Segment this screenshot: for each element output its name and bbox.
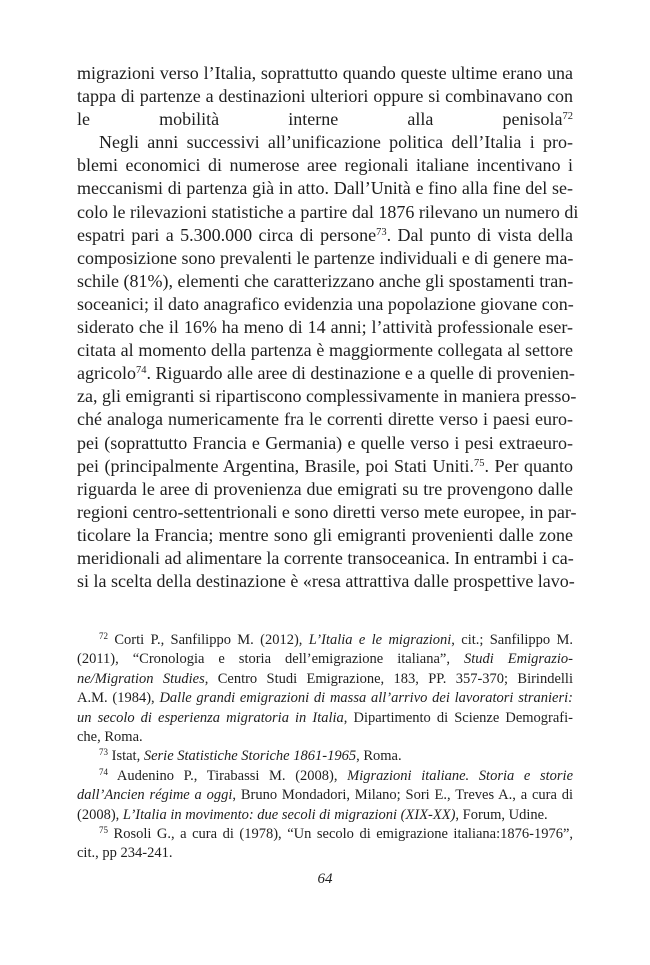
footnote-74-line [77,806,573,825]
body-text [77,62,579,593]
footnote-74-line [77,786,573,805]
text-line: colo le rilevazioni statistiche a partire dal 1876 rilevano un numero di [77,201,579,222]
text-line [77,362,573,385]
text-line: Negli anni successivi all’unificazione politica dell’Italia i pro- [99,132,573,153]
paragraph-2 [77,131,579,593]
text-line: si la scelta della destinazione è «resa attrattiva dalle prospettive lavo- [77,571,575,592]
text-line: za, gli emigranti si ripartiscono complessivamente in maniera presso- [77,386,577,407]
text-segment: . Dal punto di vista della [386,224,573,245]
page-number: 64 [317,871,333,887]
text-line: blemi economici di numerose aree regionali italiane incentivano i [77,155,573,176]
text-line [77,108,573,131]
footnote-number: 72 [99,631,108,641]
footnote-number: 75 [99,824,108,835]
footnote-title: L’Italia e le migrazioni [308,632,452,648]
text-line: tappa di partenze a destinazioni ulteriori oppure si combinavano con [77,86,573,107]
footnote-text: A.M. (1984), [77,690,160,707]
footnote-ref-75[interactable]: 75 [474,457,485,469]
text-line: regioni centro-settentrionali e sono diretti verso mete europee, in par- [77,501,577,522]
footnote-title: un secolo di esperienza migratoria in Italia [77,709,344,726]
footnote-title: Serie Statistiche Storiche 1861-1965 [143,748,357,765]
footnote-text: , Forum, Udine. [455,806,548,823]
footnote-75-line: cit., pp 234-241. [77,845,173,862]
text-line: migrazioni verso l’Italia, soprattutto quando queste ultime erano una [77,63,573,83]
text-segment: espatri pari a 5.300.000 circa di persone [77,224,377,245]
footnote-72-line [77,631,573,650]
text-segment: . Per quanto [484,455,573,476]
text-line [77,455,573,478]
footnote-title: L’Italia in movimento: due secoli di migrazioni (XIX-XX) [122,806,456,823]
text-line: ticolare la Francia; mentre sono gli emigranti provenienti dalle zone [77,524,573,545]
footnotes [77,631,573,864]
footnote-text: (2008), [77,806,123,823]
footnote-text: , Roma. [356,748,402,765]
footnote-ref-72[interactable]: 72 [562,111,573,123]
footnote-number: 73 [99,747,108,758]
footnote-title: Studi Emigrazio- [463,651,573,668]
footnote-72-line: che, Roma. [77,728,143,745]
text-line: pei (soprattutto Francia e Germania) e quelle verso i pesi extraeuro- [77,432,573,453]
footnote-72-line [77,670,573,689]
text-line: soceanici; il dato anagrafico evidenzia una popolazione giovane con- [77,293,574,314]
footnote-ref-74[interactable]: 74 [135,365,147,377]
text-line: schile (81%), elementi che caratterizzano anche gli spostamenti tran- [77,270,574,291]
text-segment: . Riguardo alle aree di destinazione e a quelle di provenien- [146,363,575,384]
footnote-text: Corti P., Sanfilippo M. (2012), [114,632,309,648]
text-segment: agricolo [77,363,136,384]
footnote-text: Audenino P., Tirabassi M. (2008), [116,767,348,784]
text-line: composizione sono prevalenti le partenze individuali e di genere ma- [77,247,574,268]
footnote-text: (2011), “Cronologia e storia dell’emigrazione italiana”, [77,651,464,668]
footnote-text: , Bruno Mondadori, Milano; Sori E., Treves A., a cura di [232,787,573,804]
footnote-72-line [77,689,573,708]
text-line [77,224,573,247]
footnote-title: Dalle grandi emigrazioni di massa all’arrivo dei lavoratori stranieri: [159,690,573,707]
footnote-title: ne/Migration Studies [77,670,205,687]
text-segment: pei (principalmente Argentina, Brasile, poi Stati Uniti. [77,455,475,476]
text-line: ché analoga numericamente fra le correnti dirette verso i paesi euro- [77,409,573,430]
footnote-ref-73[interactable]: 73 [376,226,387,238]
text-line: meridionali ad alimentare la corrente transoceanica. In entrambi i ca- [77,547,574,568]
paragraph-1 [77,62,573,131]
footnote-75-line [77,825,573,844]
text-line: riguarda le aree di provenienza due emigrati su tre provengono dalle [77,478,573,499]
footnote-text: , cit.; Sanfilippo M. [451,632,574,648]
footnote-text: , Dipartimento di Scienze Demografi- [343,709,573,726]
footnote-text: Istat, [111,748,144,765]
footnote-title: dall’Ancien régime a oggi [77,787,233,804]
text-segment: le mobilità interne alla penisola [77,109,563,130]
footnote-text: , Centro Studi Emigrazione, 183, PP. 357-370; Birindelli [204,670,573,687]
text-line: meccanismi di partenza già in atto. Dall’Unità e fino alla fine del se- [77,178,573,199]
footnote-number: 74 [99,766,108,777]
footnote-74-line [77,767,573,786]
footnote-73-line [77,747,573,766]
footnote-72-line [77,650,573,669]
footnote-title: Migrazioni italiane. Storia e storie [347,767,573,784]
text-line: citata al momento della partenza è maggiormente collegata al settore [77,340,573,361]
footnote-72-line [77,709,573,728]
text-line: siderato che il 16% ha meno di 14 anni; l’attività professionale eser- [77,317,573,338]
footnote-text: Rosoli G., a cura di (1978), “Un secolo di emigrazione italiana:1876-1976”, [113,825,574,842]
